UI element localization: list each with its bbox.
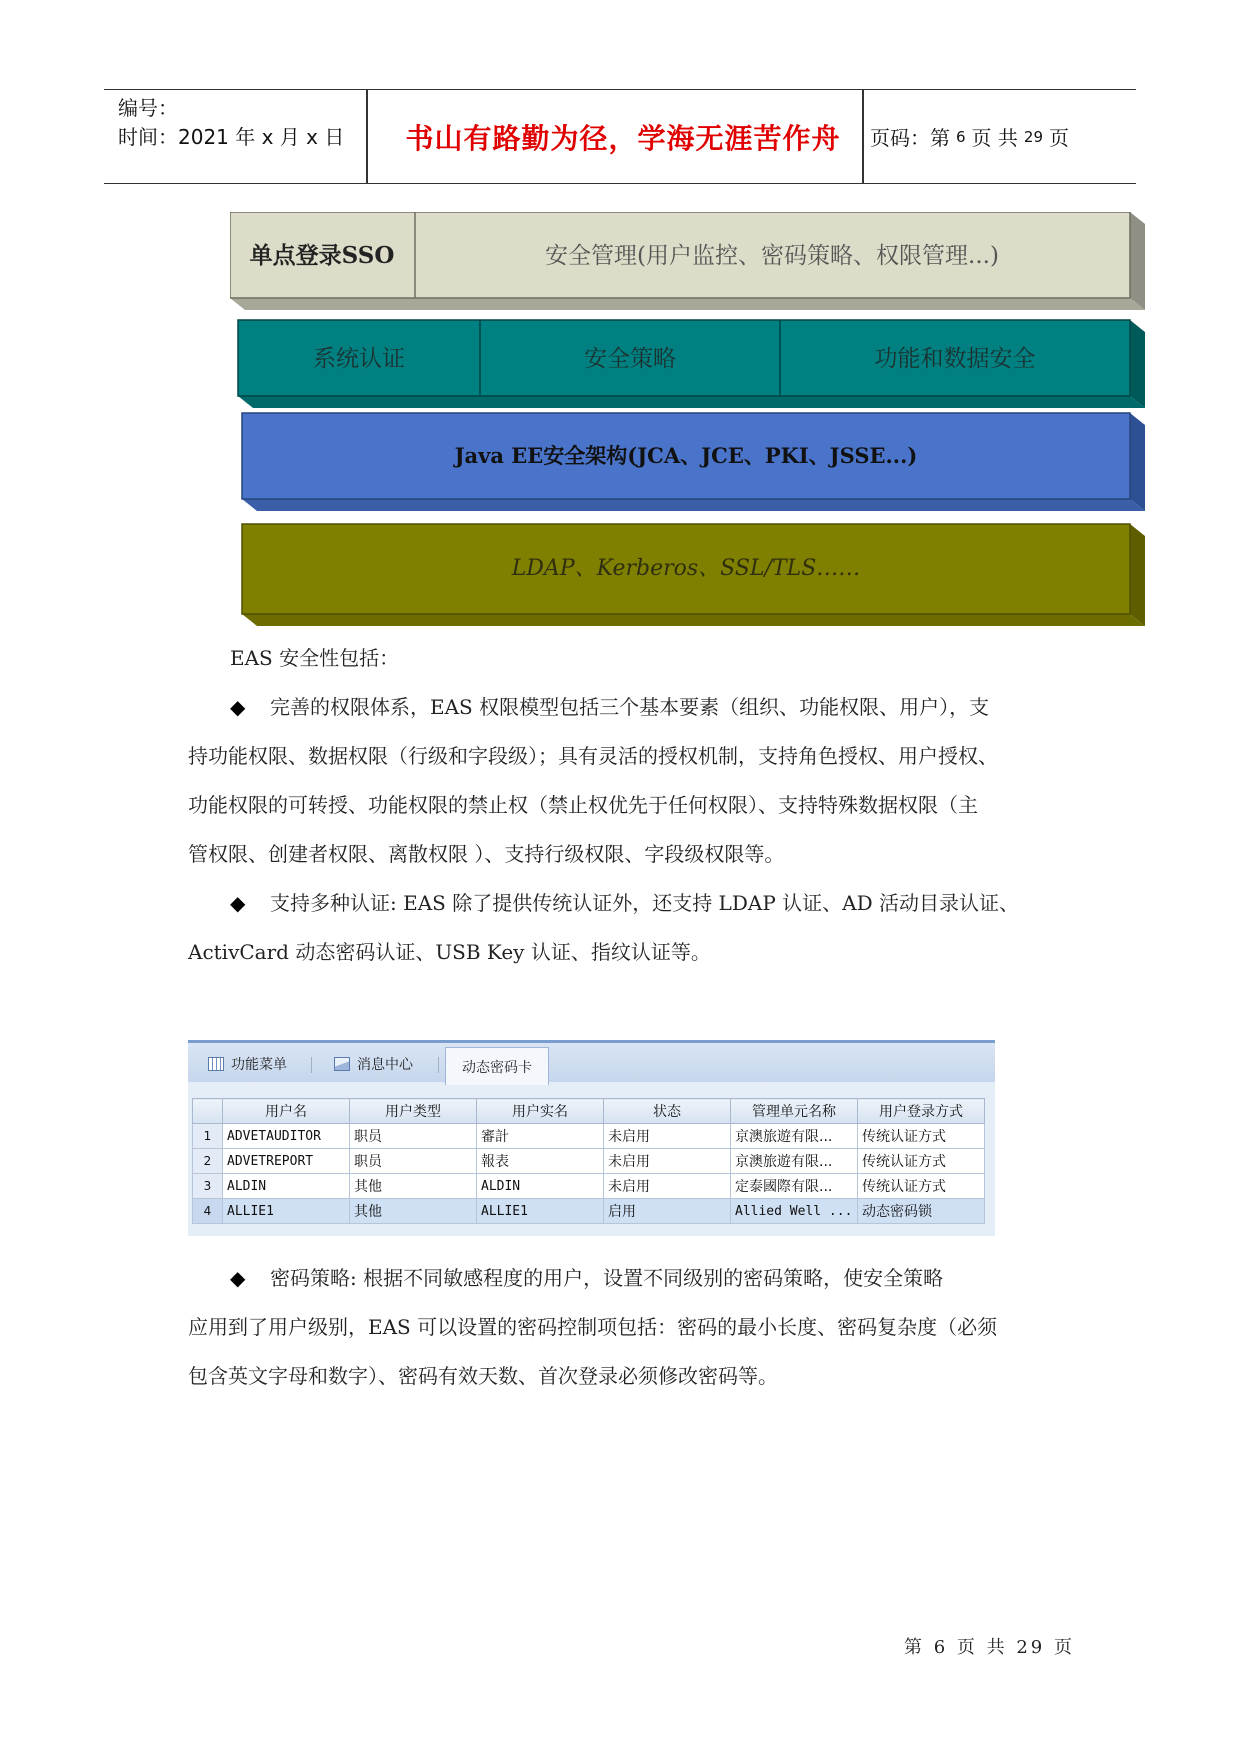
time-label: 时间：2021 年 x 月 x 日 [118, 125, 345, 149]
security-management-label: 安全管理(用户监控、密码策略、权限管理...) [545, 243, 999, 269]
table-cell: ALDIN [477, 1174, 604, 1199]
number-label: 编号： [118, 96, 178, 120]
paragraph-line: 完善的权限体系，EAS 权限模型包括三个基本要素（组织、功能权限、用户），支 [270, 695, 990, 719]
paragraph-line: 管权限、创建者权限、离散权限 ）、支持行级权限、字段级权限等。 [188, 842, 785, 866]
paragraph-line: 密码策略: 根据不同敏感程度的用户，设置不同级别的密码策略，使安全策略 [270, 1266, 944, 1290]
page-footer: 第 6 页 共 29 页 [904, 1637, 1075, 1658]
tab-label: 消息中心 [357, 1057, 413, 1073]
table-row[interactable] [193, 1124, 985, 1149]
header-divider [366, 90, 368, 183]
system-auth-label: 系统认证 [313, 346, 405, 372]
paragraph-line: 支持多种认证: EAS 除了提供传统认证外，还支持 LDAP 认证、AD 活动目录认证、 [270, 891, 1019, 915]
table-cell: 职员 [350, 1124, 477, 1149]
tab-dynamic-password-card[interactable] [445, 1047, 549, 1085]
table-cell: 其他 [350, 1199, 477, 1224]
paragraph-line: ActivCard 动态密码认证、USB Key 认证、指纹认证等。 [188, 940, 711, 964]
table-cell: 传统认证方式 [858, 1124, 985, 1149]
paragraph-line: 持功能权限、数据权限（行级和字段级）；具有灵活的授权机制，支持角色授权、用户授权、 [188, 744, 998, 768]
table-cell: ADVETAUDITOR [223, 1124, 350, 1149]
paragraph-line: 应用到了用户级别，EAS 可以设置的密码控制项包括：密码的最小长度、密码复杂度（必须 [188, 1315, 998, 1339]
row-number: 3 [193, 1174, 223, 1199]
row-number: 2 [193, 1149, 223, 1174]
table-row[interactable] [193, 1199, 985, 1224]
table-cell: ALLIE1 [223, 1199, 350, 1224]
page-current: 6 [956, 127, 966, 146]
table-cell: 京澳旅遊有限... [731, 1149, 858, 1174]
sso-label: 单点登录SSO [249, 242, 395, 269]
column-header[interactable]: 用户实名 [477, 1099, 604, 1124]
page-total: 29 [1023, 127, 1043, 146]
paragraph-line: 功能权限的可转授、功能权限的禁止权（禁止权优先于任何权限）、支持特殊数据权限（主 [188, 793, 978, 817]
header-motto: 书山有路勤为径，学海无涯苦作舟 [405, 121, 841, 155]
tab-label: 动态密码卡 [462, 1059, 532, 1076]
table-cell: 京澳旅遊有限... [731, 1124, 858, 1149]
protocols-label: LDAP、Kerberos、SSL/TLS…… [511, 556, 861, 581]
tab-divider [311, 1057, 312, 1073]
table-cell: 報表 [477, 1149, 604, 1174]
table-cell: 定泰國際有限... [731, 1174, 858, 1199]
diagram-row-javaee [242, 413, 1145, 511]
row-number: 1 [193, 1124, 223, 1149]
javaee-architecture-label: Java EE安全架构(JCA、JCE、PKI、JSSE...) [454, 443, 918, 468]
table-cell: 審計 [477, 1124, 604, 1149]
table-cell: ALDIN [223, 1174, 350, 1199]
table-cell: 传统认证方式 [858, 1149, 985, 1174]
user-table [192, 1098, 985, 1224]
tab-label: 功能菜单 [231, 1057, 287, 1073]
column-header[interactable]: 状态 [604, 1099, 731, 1124]
tab-divider [438, 1057, 439, 1073]
page-mid: 页 共 [971, 126, 1018, 150]
row-number-header [193, 1099, 223, 1124]
bullet-icon: ◆ [230, 695, 246, 719]
bullet-icon: ◆ [230, 1266, 246, 1290]
diagram-row-strategies [238, 320, 1145, 408]
diagram-row-management [230, 212, 1145, 310]
table-cell: ALLIE1 [477, 1199, 604, 1224]
table-row[interactable] [193, 1149, 985, 1174]
page-prefix: 页码：第 [870, 126, 950, 150]
header-meta [118, 94, 344, 152]
document-header [104, 89, 1136, 184]
dynamic-password-card-screenshot [188, 1040, 995, 1236]
security-architecture-diagram [230, 212, 1145, 632]
page-suffix: 页 [1049, 126, 1069, 150]
function-data-security-label: 功能和数据安全 [874, 346, 1036, 372]
column-header[interactable]: 用户名 [223, 1099, 350, 1124]
tab-bar [188, 1040, 995, 1082]
header-page-number [870, 90, 1069, 183]
table-cell: 动态密码锁 [858, 1199, 985, 1224]
tab-message-center[interactable] [334, 1049, 413, 1079]
table-cell: 其他 [350, 1174, 477, 1199]
table-cell: ADVETREPORT [223, 1149, 350, 1174]
table-cell: 职员 [350, 1149, 477, 1174]
menu-icon [208, 1057, 224, 1071]
table-header-row [193, 1099, 985, 1124]
intro-text: EAS 安全性包括： [230, 646, 400, 670]
table-cell: 未启用 [604, 1124, 731, 1149]
header-divider [862, 90, 864, 183]
table-cell: 未启用 [604, 1149, 731, 1174]
table-cell: 启用 [604, 1199, 731, 1224]
mail-icon [334, 1057, 350, 1071]
table-cell: 未启用 [604, 1174, 731, 1199]
column-header[interactable]: 用户类型 [350, 1099, 477, 1124]
row-number: 4 [193, 1199, 223, 1224]
table-cell: 传统认证方式 [858, 1174, 985, 1199]
tab-function-menu[interactable] [208, 1049, 287, 1079]
security-policy-label: 安全策略 [584, 346, 676, 372]
paragraph-line: 包含英文字母和数字）、密码有效天数、首次登录必须修改密码等。 [188, 1364, 778, 1388]
column-header[interactable]: 管理单元名称 [731, 1099, 858, 1124]
diagram-row-protocols [242, 524, 1145, 626]
table-row[interactable] [193, 1174, 985, 1199]
bullet-icon: ◆ [230, 891, 246, 915]
column-header[interactable]: 用户登录方式 [858, 1099, 985, 1124]
table-cell: Allied Well ... [731, 1199, 858, 1224]
